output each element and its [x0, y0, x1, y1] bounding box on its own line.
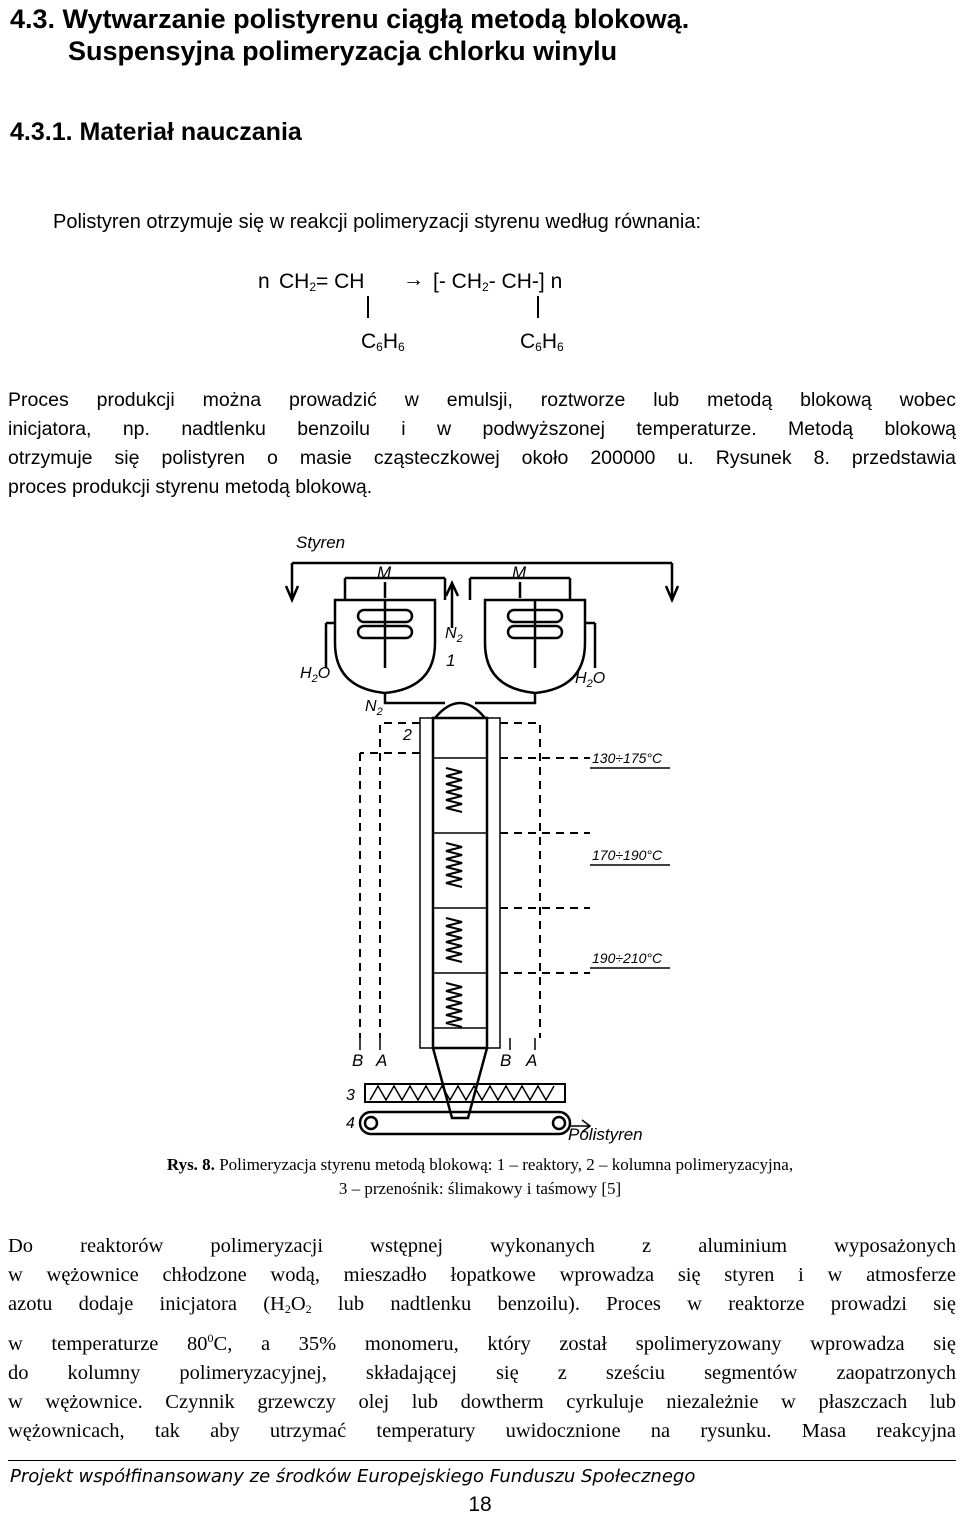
paragraph-line: inicjatora, np. nadtlenku benzoilu i w podwyższonej temperaturze. Metodą blokową — [8, 418, 956, 440]
reaction-arrow-icon: → — [403, 268, 424, 291]
label-b-left: B — [352, 1051, 364, 1070]
label-b-right: B — [500, 1051, 512, 1070]
eq-n-left: n — [258, 270, 270, 293]
styren-feed-line — [292, 563, 672, 598]
label-column-2: 2 — [403, 727, 412, 744]
eq-monomer: $CH_2=$ CH — [279, 270, 365, 294]
paragraph-line: Do reaktorów polimeryzacji wstępnej wykonanych z aluminium wyposażonych — [8, 1235, 956, 1257]
polymerization-diagram — [270, 528, 690, 1153]
eq-phenyl-right: $C_6H_6$ — [520, 330, 564, 354]
caption-line2: 3 – przenośnik: ślimakowy i taśmowy [5] — [338, 1179, 622, 1198]
label-conveyor-3: 3 — [346, 1087, 355, 1104]
label-a-left: A — [376, 1051, 388, 1070]
eq-polymer: [- $CH_2-$ CH-] n — [433, 270, 563, 294]
label-reactors-1: 1 — [446, 651, 456, 670]
caption-line1: Polimeryzacja styrenu metodą blokową: 1 – reaktory, 2 – kolumna polimeryzacyjna, — [214, 1155, 794, 1174]
paragraph-line: azotu dodaje inicjatora ($H_2O_2$ lub nadtlenku benzoilu). Proces w reaktorze prowadzi się — [8, 1293, 957, 1316]
paragraph-line: proces produkcji styrenu metodą blokową. — [8, 476, 373, 498]
bond-line — [367, 296, 369, 318]
label-n2-column: $N_2$ — [365, 698, 383, 718]
reactor-left — [335, 600, 435, 693]
bond-line — [537, 296, 539, 318]
paragraph-line: do kolumny polimeryzacyjnej, składającej się z sześciu segmentów zaopatrzonych — [8, 1362, 956, 1384]
label-h2o-left: $H_2O$ — [300, 665, 331, 685]
label-conveyor-4: 4 — [346, 1115, 355, 1132]
paragraph-line: w temperaturze $80^0C$, a 35% monomeru, który został spolimeryzowany wprowadza się — [8, 1331, 956, 1355]
paragraph-line: Proces produkcji można prowadzić w emulsji, roztworze lub metodą blokową wobec — [8, 389, 956, 411]
label-polistyren: Polistyren — [568, 1125, 643, 1144]
section-title-line2: Suspensyjna polimeryzacja chlorku winylu — [68, 36, 618, 66]
label-motor-left: M — [377, 563, 392, 582]
page-number: 18 — [468, 1493, 492, 1516]
label-motor-right: M — [512, 563, 527, 582]
figure-caption — [0, 1153, 960, 1201]
subsection-title: 4.3.1. Materiał nauczania — [10, 118, 302, 146]
label-styren: Styren — [296, 533, 346, 552]
heating-loops — [360, 723, 590, 1038]
eq-phenyl-left: $C_6H_6$ — [361, 330, 405, 354]
reactor-right — [485, 600, 585, 693]
label-temp-2: 170÷190°C — [592, 847, 663, 863]
section-title — [10, 3, 689, 67]
paragraph-line: wężownicach, tak aby utrzymać temperatury uwidocznione na rysunku. Masa reakcyjna — [8, 1420, 956, 1442]
reaction-equation — [0, 270, 960, 370]
footer-rule — [8, 1460, 956, 1461]
belt-conveyor — [360, 1112, 590, 1134]
label-n2-top: $N_2$ — [445, 625, 463, 645]
paragraph-reactors — [8, 1232, 956, 1446]
paragraph-line: w wężownice. Czynnik grzewczy olej lub dowtherm cyrkuluje niezależnie w płaszczach lub — [8, 1391, 956, 1413]
polymerization-column — [420, 703, 500, 1118]
section-title-line1: 4.3. Wytwarzanie polistyrenu ciągłą metodą blokową. — [10, 4, 690, 34]
label-temp-1: 130÷175°C — [592, 750, 663, 766]
label-a-right: A — [526, 1051, 538, 1070]
intro-text: Polistyren otrzymuje się w reakcji polimeryzacji styrenu według równania: — [53, 211, 702, 233]
caption-label: Rys. 8. — [166, 1155, 215, 1174]
paragraph-line: otrzymuje się polistyren o masie cząsteczkowej około 200000 u. Rysunek 8. przedstawia — [8, 447, 956, 469]
footer-text: Projekt współfinansowany ze środków Europejskiego Funduszu Społecznego — [10, 1466, 696, 1487]
paragraph-line: w wężownice chłodzone wodą, mieszadło łopatkowe wprowadza się styren i w atmosferze — [8, 1264, 956, 1286]
label-h2o-right: $H_2O$ — [575, 670, 606, 690]
label-temp-3: 190÷210°C — [592, 950, 663, 966]
screw-conveyor — [365, 1084, 565, 1102]
paragraph-process — [8, 386, 956, 502]
